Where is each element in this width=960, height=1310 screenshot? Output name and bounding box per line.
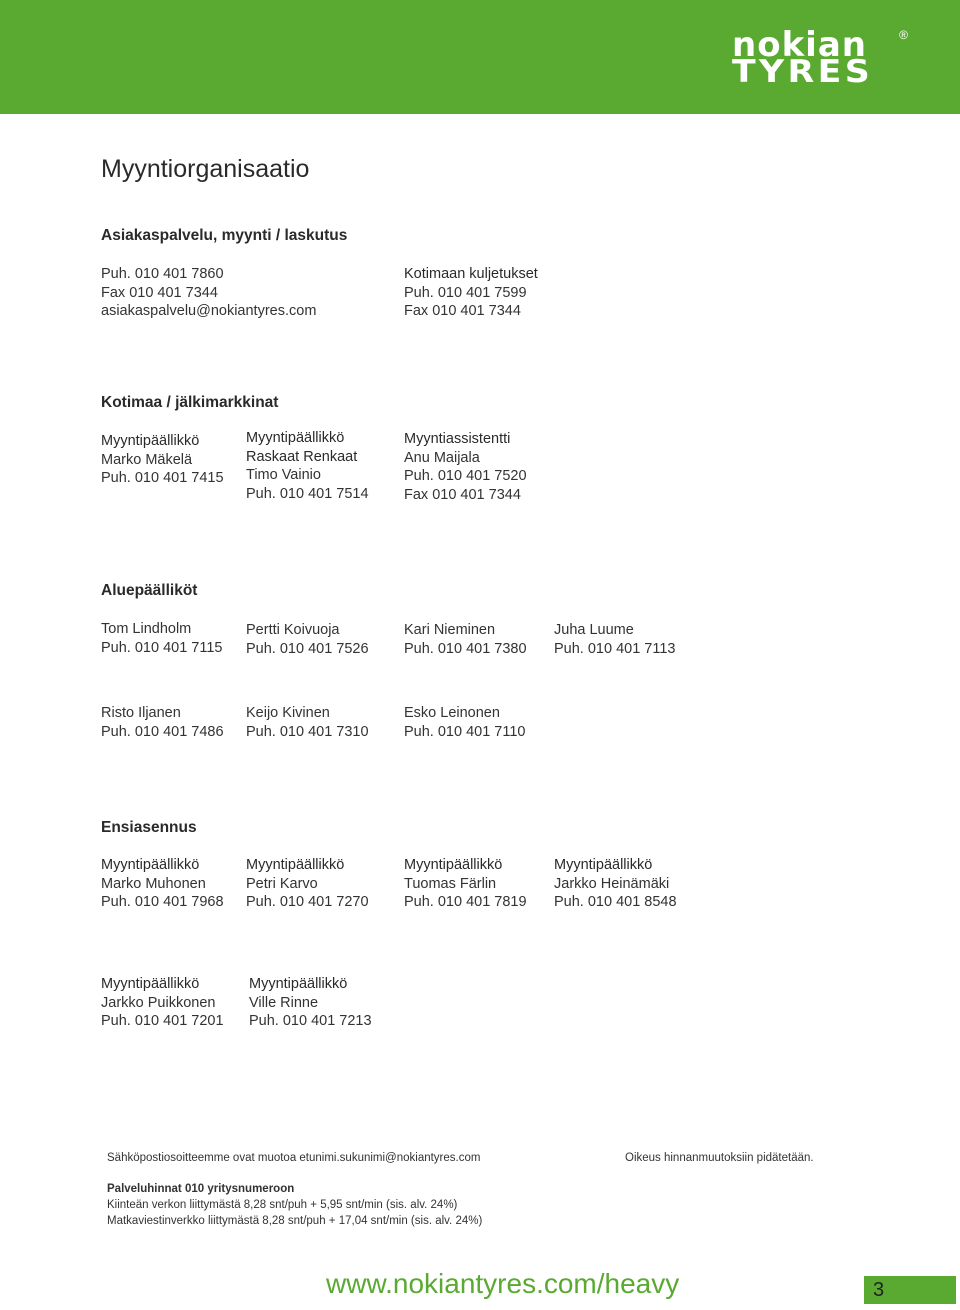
header-band [0, 0, 960, 114]
contact-unit: Raskaat Renkaat [246, 448, 358, 465]
service-pricing [107, 1181, 482, 1229]
page-number: 3 [873, 1279, 885, 1301]
contact-name: Esko Leinonen [404, 705, 500, 721]
section-heading-ensiasennus: Ensiasennus [101, 819, 197, 836]
email-format-text: Sähköpostiosoitteemme ovat muotoa etunimi.sukunimi@nokiantyres.com [107, 1152, 481, 1164]
contact-role: Myyntipäällikkö [101, 976, 200, 992]
contact-card [554, 856, 677, 912]
contact-role: Myyntipäällikkö [246, 857, 345, 873]
website-link[interactable]: www.nokiantyres.com/heavy [326, 1268, 680, 1299]
contact-card [101, 620, 222, 657]
contact-name: Marko Muhonen [101, 875, 206, 892]
contact-phone: Puh. 010 401 7110 [404, 723, 526, 740]
phone: Puh. 010 401 7599 [404, 284, 527, 301]
contact-role: Kotimaan kuljetukset [404, 266, 538, 282]
contact-phone: Puh. 010 401 7526 [246, 640, 369, 657]
contact-name: Risto Iljanen [101, 705, 181, 721]
price-change-text: Oikeus hinnanmuutoksiin pidätetään. [625, 1152, 814, 1164]
fax: Fax 010 401 7344 [404, 303, 521, 319]
contact-phone: Puh. 010 401 7113 [554, 640, 676, 657]
contact-phone: Puh. 010 401 7514 [246, 485, 369, 502]
contact-card [101, 975, 224, 1031]
contact-name: Keijo Kivinen [246, 705, 330, 721]
contact-card [554, 621, 675, 658]
contact-phone: Puh. 010 401 7819 [404, 894, 527, 910]
contact-phone: Puh. 010 401 7486 [101, 723, 224, 740]
phone: Puh. 010 401 7860 [101, 266, 224, 282]
contact-card [404, 430, 527, 504]
contact-card [404, 856, 527, 912]
contact-role: Myyntipäällikkö [404, 857, 503, 873]
contact-card [246, 621, 369, 658]
contact-card [101, 704, 224, 741]
contact-name: Jarkko Puikkonen [101, 994, 216, 1011]
fax: Fax 010 401 7344 [101, 284, 218, 301]
contact-card [246, 856, 369, 912]
contact-name: Timo Vainio [246, 467, 321, 483]
price-change-note [625, 1150, 814, 1166]
contact-card [404, 621, 527, 658]
nokian-tyres-logo[interactable] [732, 25, 908, 90]
section-heading-asiakaspalvelu: Asiakaspalvelu, myynti / laskutus [101, 227, 348, 244]
customer-service-contact [101, 265, 316, 321]
service-pricing-line: Kiinteän verkon liittymästä 8,28 snt/puh + 5,95 snt/min (sis. alv. 24%) [107, 1199, 458, 1211]
contact-phone: Puh. 010 401 7201 [101, 1013, 224, 1029]
contact-card [249, 975, 372, 1031]
contact-card [246, 704, 369, 741]
contact-name: Anu Maijala [404, 449, 480, 466]
domestic-transport-contact [404, 265, 538, 321]
contact-fax: Fax 010 401 7344 [404, 486, 521, 503]
contact-phone: Puh. 010 401 7310 [246, 723, 369, 740]
registered-mark: ® [899, 28, 908, 42]
contact-phone: Puh. 010 401 7115 [101, 639, 223, 656]
contact-name: Tom Lindholm [101, 621, 192, 637]
service-pricing-line: Matkaviestinverkko liittymästä 8,28 snt/puh + 17,04 snt/min (sis. alv. 24%) [107, 1215, 483, 1227]
contact-name: Pertti Koivuoja [246, 622, 340, 638]
contact-name: Tuomas Färlin [404, 875, 497, 892]
contact-role: Myyntiassistentti [404, 431, 511, 447]
contact-role: Myyntipäällikkö [554, 857, 653, 873]
contact-name: Jarkko Heinämäki [554, 875, 670, 892]
email-format-note [107, 1150, 480, 1166]
logo-wordmark: nokian [732, 25, 867, 65]
contact-phone: Puh. 010 401 7968 [101, 894, 224, 910]
contact-name: Ville Rinne [249, 994, 319, 1011]
contact-name: Marko Mäkelä [101, 451, 193, 468]
contact-phone: Puh. 010 401 7415 [101, 470, 224, 486]
contact-name: Petri Karvo [246, 875, 318, 892]
section-heading-aluepaallikot: Aluepäälliköt [101, 582, 198, 599]
contact-phone: Puh. 010 401 7520 [404, 468, 527, 484]
contact-card [101, 856, 224, 912]
page-title: Myyntiorganisaatio [101, 155, 310, 183]
contact-phone: Puh. 010 401 7213 [249, 1013, 372, 1029]
contact-phone: Puh. 010 401 7270 [246, 894, 369, 910]
contact-card [101, 432, 224, 488]
contact-role: Myyntipäällikkö [101, 857, 200, 873]
logo-subline: TYRES [732, 54, 874, 90]
contact-card [246, 429, 369, 503]
email-link[interactable]: asiakaspalvelu@nokiantyres.com [101, 303, 317, 319]
section-heading-kotimaa: Kotimaa / jälkimarkkinat [101, 394, 279, 411]
contact-role: Myyntipäällikkö [101, 433, 200, 449]
service-pricing-title: Palveluhinnat 010 yritysnumeroon [107, 1183, 295, 1195]
contact-card [404, 704, 525, 741]
contact-role: Myyntipäällikkö [246, 430, 345, 446]
contact-role: Myyntipäällikkö [249, 976, 348, 992]
contact-phone: Puh. 010 401 7380 [404, 640, 527, 657]
contact-name: Juha Luume [554, 622, 634, 638]
contact-name: Kari Nieminen [404, 622, 496, 638]
page-number-box [864, 1276, 956, 1304]
contact-phone: Puh. 010 401 8548 [554, 894, 677, 910]
